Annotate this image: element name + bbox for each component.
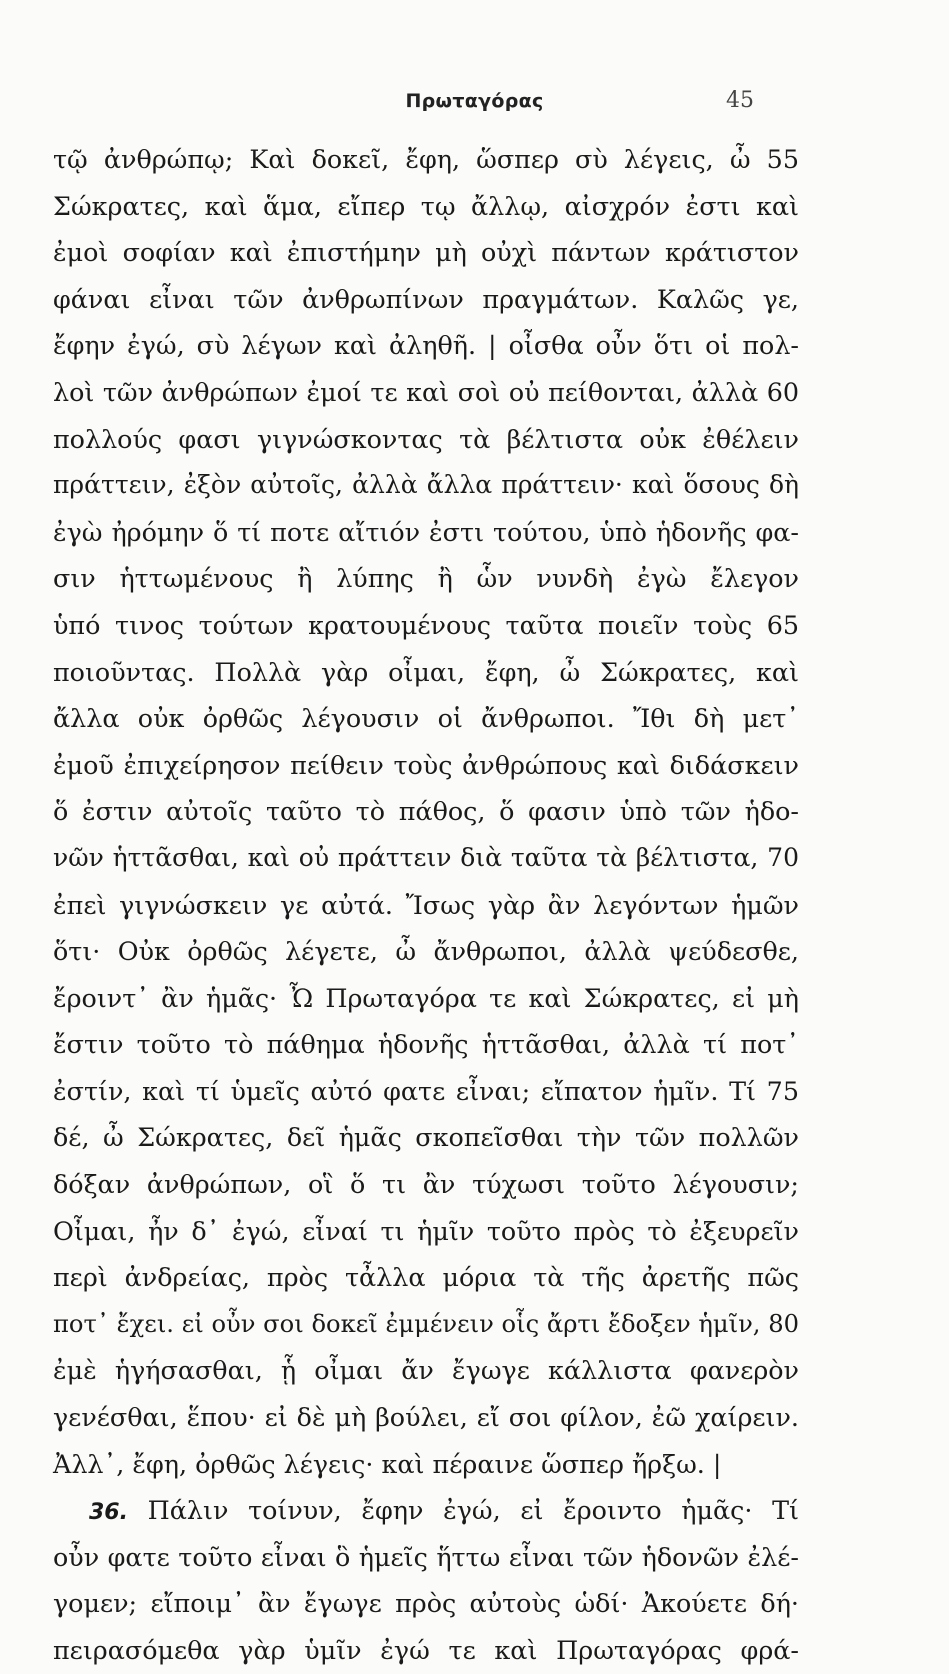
text-line: ὑπό τινος τούτων κρατουμένους ταῦτα ποιεῖν τοὺς 65 bbox=[53, 609, 799, 640]
running-title: Πρωταγόρας bbox=[405, 90, 544, 112]
section-line bbox=[53, 1487, 799, 1534]
text-line: ἄλλα οὐκ ὀρθῶς λέγουσιν οἱ ἄνθρωποι. Ἴθι δὴ μετ᾽ bbox=[53, 703, 799, 734]
text-line: Σώκρατες, καὶ ἅμα, εἴπερ τῳ ἄλλῳ, αἰσχρόν ἐστι καὶ bbox=[53, 190, 799, 221]
text-line: δέ, ὦ Σώκρατες, δεῖ ἡμᾶς σκοπεῖσθαι τὴν τῶν πολλῶν bbox=[53, 1122, 799, 1153]
text-line: ποιοῦντας. Πολλὰ γὰρ οἶμαι, ἔφη, ὦ Σώκρατες, καὶ bbox=[53, 656, 799, 687]
text-line: ἐμοῦ ἐπιχείρησον πείθειν τοὺς ἀνθρώπους καὶ διδάσκειν bbox=[53, 749, 799, 780]
text-line: ἐμὲ ἡγήσασθαι, ᾗ οἶμαι ἄν ἔγωγε κάλλιστα φανερὸν bbox=[53, 1355, 799, 1386]
text-line: Πάλιν τοίνυν, ἔφην ἐγώ, εἰ ἔροιντο ἡμᾶς· Τί bbox=[147, 1495, 799, 1526]
text-line: πειρασόμεθα γὰρ ὑμῖν ἐγώ τε καὶ Πρωταγόρας φρά- bbox=[53, 1635, 799, 1665]
text-line: ἔστιν τοῦτο τὸ πάθημα ἡδονῆς ἡττᾶσθαι, ἀλλὰ τί ποτ᾽ bbox=[53, 1029, 799, 1060]
text-line: ἐγὼ ἠρόμην ὅ τί ποτε αἴτιόν ἐστι τούτου, ὑπὸ ἡδονῆς φα- bbox=[53, 516, 799, 547]
text-line: λοὶ τῶν ἀνθρώπων ἐμοί τε καὶ σοὶ οὐ πείθονται, ἀλλὰ 60 bbox=[53, 376, 799, 407]
text-line: οὖν φατε τοῦτο εἶναι ὃ ἡμεῖς ἥττω εἶναι τῶν ἡδονῶν ἐλέ- bbox=[53, 1541, 799, 1572]
text-line: φάναι εἶναι τῶν ἀνθρωπίνων πραγμάτων. Καλῶς γε, bbox=[53, 283, 799, 314]
text-line: ἔφην ἐγώ, σὺ λέγων καὶ ἀληθῆ. | οἶσθα οὖν ὅτι οἱ πολ- bbox=[53, 330, 799, 361]
text-line: ἐστίν, καὶ τί ὑμεῖς αὐτό φατε εἶναι; εἴπατον ἡμῖν. Τί 75 bbox=[53, 1075, 799, 1106]
text-line: πράττειν, ἐξὸν αὐτοῖς, ἀλλὰ ἄλλα πράττειν· καὶ ὅσους δὴ bbox=[53, 470, 799, 500]
text-line: ὅ ἐστιν αὐτοῖς ταῦτο τὸ πάθος, ὅ φασιν ὑπὸ τῶν ἡδο- bbox=[53, 796, 799, 827]
text-line: γενέσθαι, ἕπου· εἰ δὲ μὴ βούλει, εἴ σοι φίλον, ἐῶ χαίρειν. bbox=[53, 1402, 799, 1433]
text-line: Ἀλλ᾽, ἔφη, ὀρθῶς λέγεις· καὶ πέραινε ὥσπερ ἤρξω. | bbox=[53, 1448, 722, 1479]
text-line: δόξαν ἀνθρώπων, οἳ ὅ τι ἂν τύχωσι τοῦτο λέγουσιν; bbox=[53, 1169, 799, 1200]
text-line: νῶν ἡττᾶσθαι, καὶ οὐ πράττειν διὰ ταῦτα τὰ βέλτιστα, 70 bbox=[53, 842, 799, 872]
text-line: περὶ ἀνδρείας, πρὸς τἆλλα μόρια τὰ τῆς ἀρετῆς πῶς bbox=[53, 1262, 799, 1293]
text-line: σιν ἡττωμένους ἢ λύπης ἢ ὧν νυνδὴ ἐγὼ ἔλεγον bbox=[53, 563, 799, 594]
body-text bbox=[53, 136, 799, 1665]
page-number: 45 bbox=[726, 88, 754, 113]
text-line: ἐμοὶ σοφίαν καὶ ἐπιστήμην μὴ οὐχὶ πάντων κράτιστον bbox=[53, 237, 799, 268]
text-line: γομεν; εἴποιμ᾽ ἂν ἔγωγε πρὸς αὐτοὺς ὡδί· Ἀκούετε δή· bbox=[53, 1588, 799, 1619]
text-line: πολλούς φασι γιγνώσκοντας τὰ βέλτιστα οὐκ ἐθέλειν bbox=[53, 423, 799, 454]
text-line: ὅτι· Οὐκ ὀρθῶς λέγετε, ὦ ἄνθρωποι, ἀλλὰ ψεύδεσθε, bbox=[53, 936, 799, 967]
text-line: τῷ ἀνθρώπῳ; Καὶ δοκεῖ, ἔφη, ὥσπερ σὺ λέγεις, ὦ 55 bbox=[53, 144, 799, 174]
text-line: Οἶμαι, ἦν δ᾽ ἐγώ, εἶναί τι ἡμῖν τοῦτο πρὸς τὸ ἐξευρεῖν bbox=[53, 1215, 799, 1246]
section-number: 36. bbox=[89, 1500, 128, 1526]
text-line: ποτ᾽ ἔχει. εἰ οὖν σοι δοκεῖ ἐμμένειν οἷς ἄρτι ἔδοξεν ἡμῖν, 80 bbox=[53, 1309, 799, 1338]
text-line: ἔροιντ᾽ ἂν ἡμᾶς· Ὦ Πρωταγόρα τε καὶ Σώκρατες, εἰ μὴ bbox=[53, 982, 799, 1013]
text-line: ἐπεὶ γιγνώσκειν γε αὐτά. Ἴσως γὰρ ἂν λεγόντων ἡμῶν bbox=[53, 889, 799, 920]
